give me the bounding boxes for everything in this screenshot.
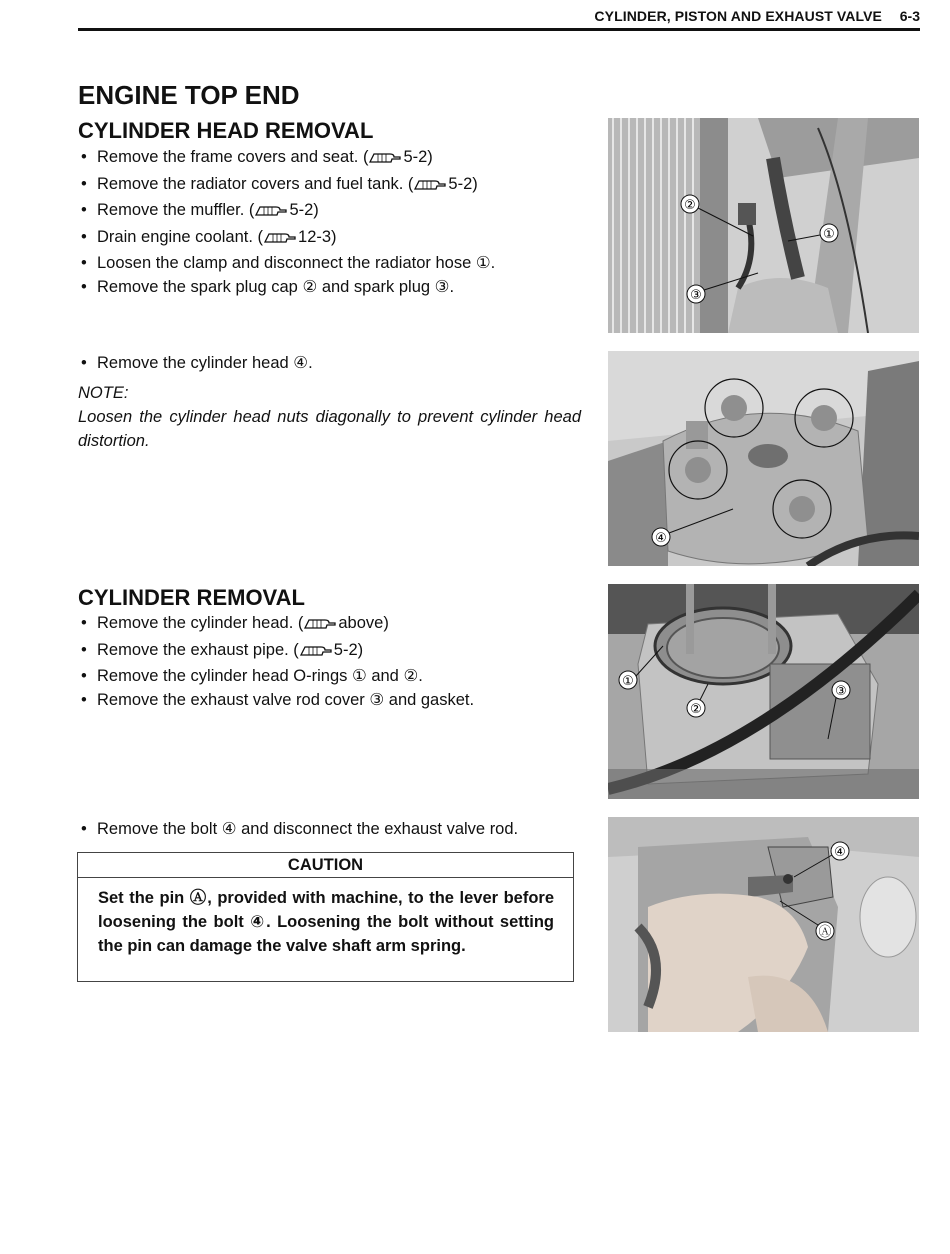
reference-hand-icon bbox=[368, 149, 402, 173]
callout-2: ② bbox=[684, 198, 696, 213]
remove-cylinder-head-step bbox=[78, 352, 588, 376]
cylinder-removal-steps bbox=[78, 612, 588, 712]
list-item: • Remove the spark plug cap ② and spark plug ③. bbox=[78, 276, 588, 300]
list-item: • Remove the cylinder head. ( above) bbox=[78, 612, 588, 639]
list-item: • Remove the cylinder head O-rings ① and ②. bbox=[78, 665, 588, 689]
header-rule bbox=[78, 28, 920, 31]
list-item: • Remove the frame covers and seat. ( 5-2) bbox=[78, 146, 588, 173]
reference-hand-icon bbox=[413, 176, 447, 200]
photo-radiator-hose-spark-plug bbox=[608, 118, 919, 333]
list-item: • Remove the radiator covers and fuel tank. ( 5-2) bbox=[78, 173, 588, 200]
list-item: • Remove the bolt ④ and disconnect the exhaust valve rod. bbox=[78, 818, 588, 842]
reference-hand-icon bbox=[263, 229, 297, 253]
caution-title: CAUTION bbox=[78, 853, 573, 878]
photo-cylinder-o-rings bbox=[608, 584, 919, 799]
photo-exhaust-valve-bolt bbox=[608, 817, 919, 1032]
callout-4: ④ bbox=[834, 845, 846, 860]
callout-1: ① bbox=[622, 674, 634, 689]
list-item: • Remove the exhaust pipe. ( 5-2) bbox=[78, 639, 588, 666]
callout-a: Ⓐ bbox=[818, 925, 832, 940]
callout-4: ④ bbox=[655, 531, 667, 546]
photo-cylinder-head-nuts bbox=[608, 351, 919, 566]
list-item: • Remove the muffler. ( 5-2) bbox=[78, 199, 588, 226]
main-heading: ENGINE TOP END bbox=[78, 80, 300, 110]
caution-text: Set the pin Ⓐ, provided with machine, to the lever before loosening the bolt ④. Loosening the bolt without setting the pin can damage the valve shaft arm spring. bbox=[98, 889, 554, 955]
callout-3: ③ bbox=[835, 684, 847, 699]
list-item: • Loosen the clamp and disconnect the radiator hose ①. bbox=[78, 252, 588, 276]
callout-1: ① bbox=[823, 227, 835, 242]
caution-box bbox=[77, 852, 574, 982]
section-heading-cylinder-head-removal: CYLINDER HEAD REMOVAL bbox=[78, 118, 374, 143]
list-item: • Drain engine coolant. ( 12-3) bbox=[78, 226, 588, 253]
remove-bolt-step bbox=[78, 818, 588, 842]
note-label: NOTE: bbox=[78, 384, 129, 402]
callout-2: ② bbox=[690, 702, 702, 717]
reference-hand-icon bbox=[299, 642, 333, 666]
running-header-title: CYLINDER, PISTON AND EXHAUST VALVE bbox=[594, 8, 882, 24]
list-item: • Remove the cylinder head ④. bbox=[78, 352, 588, 376]
section-heading-cylinder-removal: CYLINDER REMOVAL bbox=[78, 585, 305, 610]
callout-3: ③ bbox=[690, 288, 702, 303]
cylinder-head-removal-steps bbox=[78, 146, 588, 300]
list-item: • Remove the exhaust valve rod cover ③ and gasket. bbox=[78, 689, 588, 713]
reference-hand-icon bbox=[303, 615, 337, 639]
reference-hand-icon bbox=[254, 202, 288, 226]
note-text: Loosen the cylinder head nuts diagonally to prevent cylinder head distortion. bbox=[78, 408, 581, 450]
page-number: 6-3 bbox=[899, 8, 920, 24]
